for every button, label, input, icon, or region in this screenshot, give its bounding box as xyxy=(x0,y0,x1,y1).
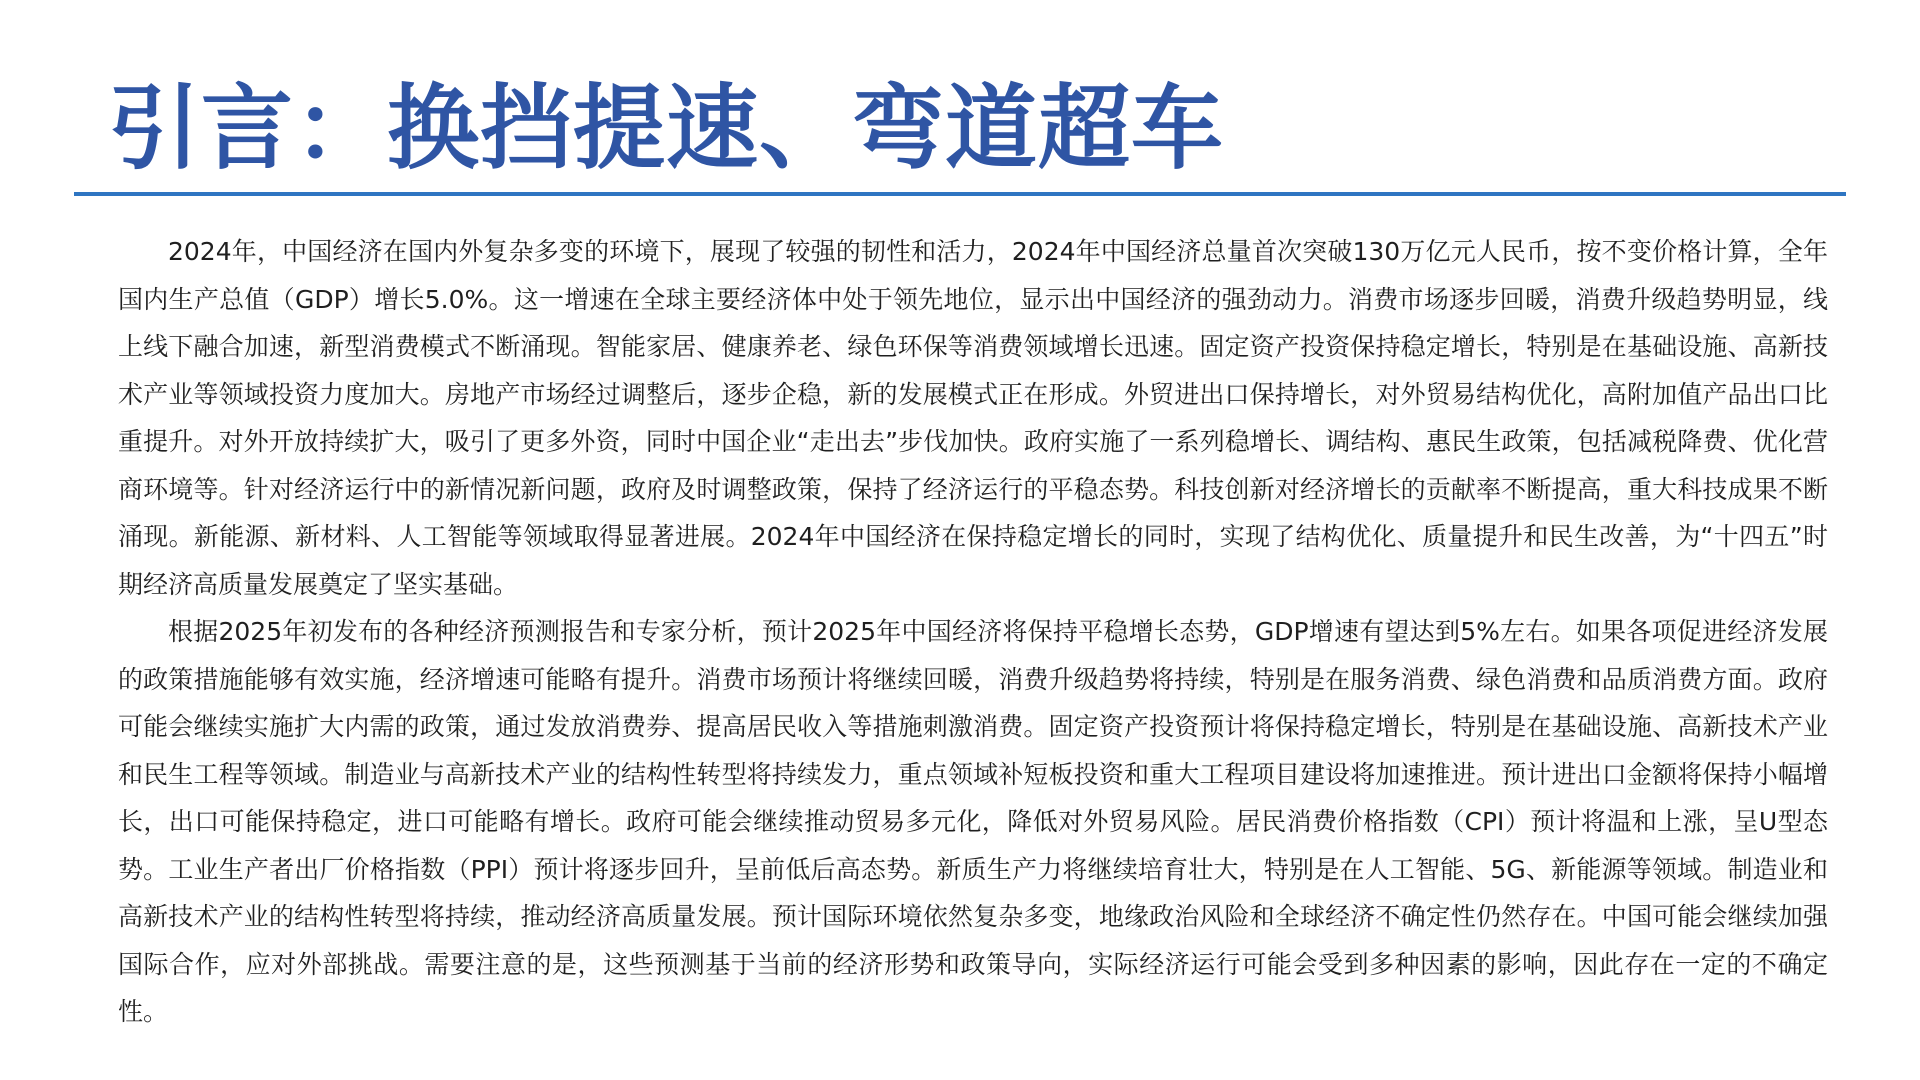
body-text xyxy=(118,228,1828,1036)
slide-title: 引言：换挡提速、弯道超车 xyxy=(108,75,1225,182)
title-divider xyxy=(74,192,1846,196)
paragraph-2024-review: 2024年，中国经济在国内外复杂多变的环境下，展现了较强的韧性和活力，2024年中国经济总量首次突破130万亿元人民币，按不变价格计算，全年国内生产总值（GDP）增长5.0%。这一增速在全球主要经济体中处于领先地位，显示出中国经济的强劲动力。消费市场逐步回暖，消费升级趋势明显，线上线下融合加速，新型消费模式不断涌现。智能家居、健康养老、绿色环保等消费领域增长迅速。固定资产投资保持稳定增长，特别是在基础设施、高新技术产业等领域投资力度加大。房地产市场经过调整后，逐步企稳，新的发展模式正在形成。外贸进出口保持增长，对外贸易结构优化，高附加值产品出口比重提升。对外开放持续扩大，吸引了更多外资，同时中国企业“走出去”步伐加快。政府实施了一系列稳增长、调结构、惠民生政策，包括减税降费、优化营商环境等。针对经济运行中的新情况新问题，政府及时调整政策，保持了经济运行的平稳态势。科技创新对经济增长的贡献率不断提高，重大科技成果不断涌现。新能源、新材料、人工智能等领域取得显著进展。2024年中国经济在保持稳定增长的同时，实现了结构优化、质量提升和民生改善，为“十四五”时期经济高质量发展奠定了坚实基础。 xyxy=(118,237,1828,599)
paragraph-2025-outlook: 根据2025年初发布的各种经济预测报告和专家分析，预计2025年中国经济将保持平稳增长态势，GDP增速有望达到5%左右。如果各项促进经济发展的政策措施能够有效实施，经济增速可能略有提升。消费市场预计将继续回暖，消费升级趋势将持续，特别是在服务消费、绿色消费和品质消费方面。政府可能会继续实施扩大内需的政策，通过发放消费券、提高居民收入等措施刺激消费。固定资产投资预计将保持稳定增长，特别是在基础设施、高新技术产业和民生工程等领域。制造业与高新技术产业的结构性转型将持续发力，重点领域补短板投资和重大工程项目建设将加速推进。预计进出口金额将保持小幅增长，出口可能保持稳定，进口可能略有增长。政府可能会继续推动贸易多元化，降低对外贸易风险。居民消费价格指数（CPI）预计将温和上涨，呈U型态势。工业生产者出厂价格指数（PPI）预计将逐步回升，呈前低后高态势。新质生产力将继续培育壮大，特别是在人工智能、5G、新能源等领域。制造业和高新技术产业的结构性转型将持续，推动经济高质量发展。预计国际环境依然复杂多变，地缘政治风险和全球经济不确定性仍然存在。中国可能会继续加强国际合作，应对外部挑战。需要注意的是，这些预测基于当前的经济形势和政策导向，实际经济运行可能会受到多种因素的影响，因此存在一定的不确定性。 xyxy=(118,617,1828,1026)
